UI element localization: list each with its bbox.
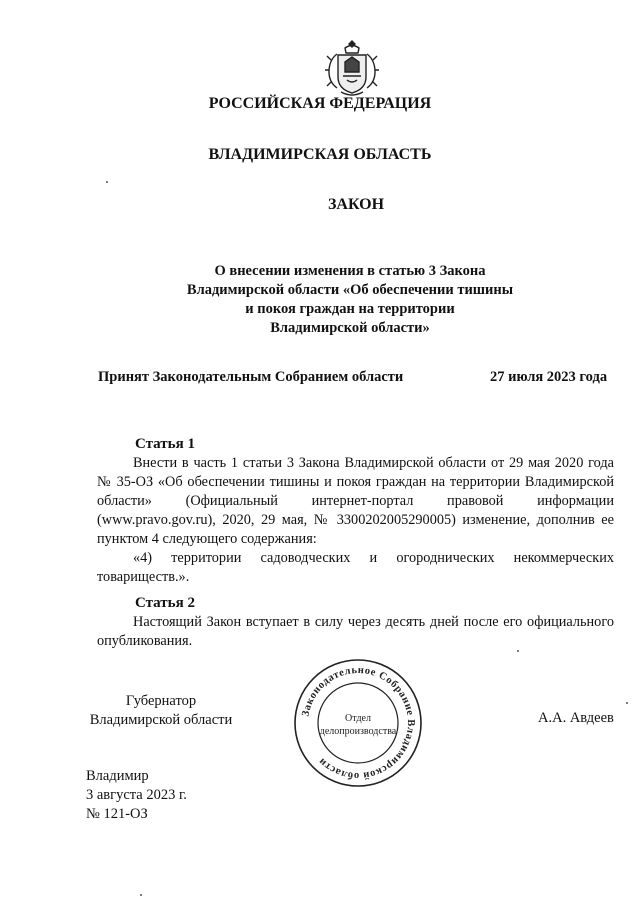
signatory-title-line: Владимирской области: [89, 712, 233, 728]
signatory-title-line: Губернатор: [125, 693, 197, 709]
subject-line: Владимирской области «Об обеспечении тишины: [186, 282, 514, 298]
signatory-title: [86, 692, 236, 730]
law-subject: [150, 262, 550, 338]
article-1-quote: «4) территории садоводческих и огороднических некоммерческих товариществ.».: [97, 550, 614, 585]
stamp-center-line: делопроизводства: [319, 726, 397, 737]
scan-speck: [626, 702, 628, 704]
country-heading: РОССИЙСКАЯ ФЕДЕРАЦИЯ: [208, 95, 432, 112]
adoption-date: 27 июля 2023 года: [490, 369, 608, 385]
law-number: № 121-ОЗ: [86, 806, 148, 822]
stamp-center-line: Отдел: [345, 713, 371, 724]
publication-city: Владимир: [86, 768, 149, 784]
subject-line: и покоя граждан на территории: [245, 301, 455, 317]
article-2-body: Настоящий Закон вступает в силу через десять дней после его официального опубликования.: [97, 614, 614, 649]
article-1-body: Внести в часть 1 статьи 3 Закона Владимирской области от 29 мая 2020 года № 35-ОЗ «Об обеспечении тишины и покоя граждан на территории Владимирской области» (Официальный интернет-портал правовой информации (www.pravo.gov.ru), 2020, 29 мая, № 3300202005290005) изменение, дополнив ее пунктом 4 следующего содержания:: [97, 455, 614, 547]
article-2-heading: Статья 2: [135, 595, 195, 611]
region-heading: ВЛАДИМИРСКАЯ ОБЛАСТЬ: [208, 146, 432, 163]
subject-line: Владимирской области»: [270, 320, 430, 336]
scan-speck: [106, 181, 108, 183]
scan-speck: [140, 894, 142, 896]
scan-speck: [517, 650, 519, 652]
adoption-statement: Принят Законодательным Собранием области: [98, 369, 404, 385]
publication-details: [86, 767, 187, 824]
publication-date: 3 августа 2023 г.: [86, 787, 187, 803]
document-type-heading: ЗАКОН: [327, 196, 385, 213]
signatory-name: А.А. Авдеев: [538, 710, 614, 726]
article-1-heading: Статья 1: [135, 436, 195, 452]
subject-line: О внесении изменения в статью 3 Закона: [214, 263, 486, 279]
coat-of-arms-emblem: [323, 38, 381, 98]
official-stamp: [292, 657, 424, 789]
stamp-ring-text: Законодательное Собрание Владимирской области: [300, 664, 417, 782]
